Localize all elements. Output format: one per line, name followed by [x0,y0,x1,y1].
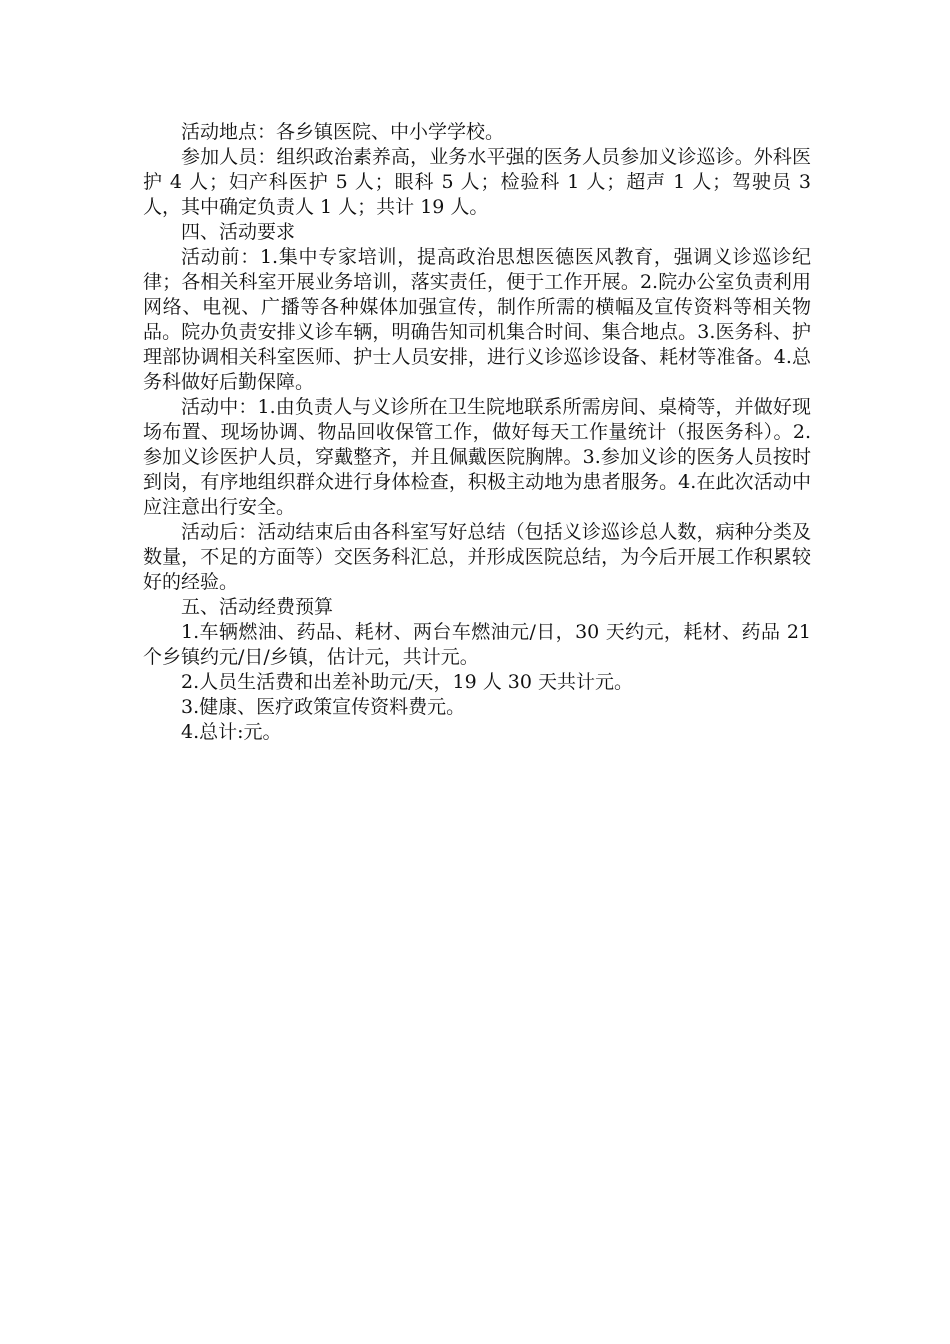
paragraph-activity-location: 活动地点：各乡镇医院、中小学学校。 [181,121,505,143]
paragraph-before-activity: 活动前：1.集中专家培训，提高政治思想医德医风教育，强调义诊巡诊纪律；各相关科室开展业务培训，落实责任，便于工作开展。2.院办公室负责利用网络、电视、广播等各种媒体加强宣传，制作所需的横幅及宣传资料等相关物品。院办负责安排义诊车辆，明确告知司机集合时间、集合地点。3.医务科、护理部协调相关科室医师、护士人员安排，进行义诊巡诊设备、耗材等准备。4.总务科做好后勤保障。 [143,246,811,393]
paragraph-participants: 参加人员：组织政治素养高，业务水平强的医务人员参加义诊巡诊。外科医护 4 人；妇产科医护 5 人；眼科 5 人；检验科 1 人；超声 1 人；驾驶员 3 人，其中确定负责人 1 人；共计 19 人。 [143,146,811,218]
section-heading-budget: 五、活动经费预算 [181,596,334,618]
budget-item-1: 1.车辆燃油、药品、耗材、两台车燃油元/日，30 天约元，耗材、药品 21 个乡镇约元/日/乡镇，估计元，共计元。 [143,621,811,668]
document-body [143,120,811,745]
paragraph-during-activity: 活动中：1.由负责人与义诊所在卫生院地联系所需房间、桌椅等，并做好现场布置、现场协调、物品回收保管工作，做好每天工作量统计（报医务科）。2.参加义诊医护人员，穿戴整齐，并且佩戴医院胸牌。3.参加义诊的医务人员按时到岗，有序地组织群众进行身体检查，积极主动地为患者服务。4.在此次活动中应注意出行安全。 [143,396,811,518]
budget-item-2: 2.人员生活费和出差补助元/天，19 人 30 天共计元。 [181,671,634,693]
paragraph-after-activity: 活动后：活动结束后由各科室写好总结（包括义诊巡诊总人数，病种分类及数量，不足的方面等）交医务科汇总，并形成医院总结，为今后开展工作积累较好的经验。 [143,521,811,593]
section-heading-requirements: 四、活动要求 [181,221,296,243]
budget-item-4: 4.总计:元。 [181,721,282,743]
budget-item-3: 3.健康、医疗政策宣传资料费元。 [181,696,466,718]
